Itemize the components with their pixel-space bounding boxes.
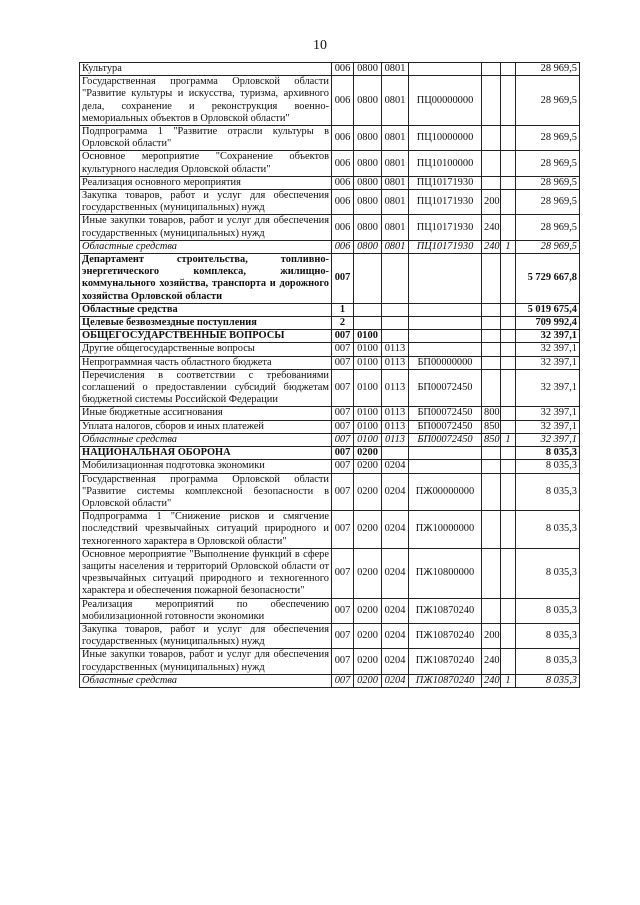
table-row	[80, 254, 580, 304]
target-article-code: ПЖ10870240	[409, 649, 482, 674]
row-name: Основное мероприятие "Сохранение объектов культурного наследия Орловской области"	[80, 151, 332, 176]
grbs-code: 006	[332, 76, 354, 126]
target-article-code	[409, 63, 482, 76]
subsection-code	[382, 254, 409, 304]
amount: 32 397,1	[516, 420, 580, 433]
expense-type-code	[482, 473, 501, 511]
amount: 32 397,1	[516, 369, 580, 407]
row-name: Областные средства	[80, 674, 332, 687]
grbs-code: 007	[332, 343, 354, 356]
expense-type-code	[482, 460, 501, 473]
funding-source-code	[501, 460, 516, 473]
section-code: 0800	[354, 215, 382, 240]
table-row	[80, 473, 580, 511]
amount: 28 969,5	[516, 126, 580, 151]
funding-source-code	[501, 649, 516, 674]
target-article-code: БП00072450	[409, 407, 482, 420]
section-code: 0100	[354, 330, 382, 343]
amount: 28 969,5	[516, 176, 580, 189]
funding-source-code	[501, 623, 516, 648]
target-article-code	[409, 303, 482, 316]
row-name: Перечисления в соответствии с требованиями соглашений о предоставлении субсидий бюджетам бюджетной системы Российской Федерации	[80, 369, 332, 407]
table-row	[80, 511, 580, 549]
section-code: 0100	[354, 343, 382, 356]
row-name: Мобилизационная подготовка экономики	[80, 460, 332, 473]
funding-source-code	[501, 369, 516, 407]
amount: 32 397,1	[516, 407, 580, 420]
subsection-code: 0801	[382, 190, 409, 215]
row-name: ОБЩЕГОСУДАРСТВЕННЫЕ ВОПРОСЫ	[80, 330, 332, 343]
expense-type-code: 240	[482, 240, 501, 253]
amount: 8 035,3	[516, 598, 580, 623]
subsection-code: 0113	[382, 420, 409, 433]
section-code: 0200	[354, 460, 382, 473]
subsection-code: 0801	[382, 176, 409, 189]
amount: 32 397,1	[516, 330, 580, 343]
row-name: Основное мероприятие "Выполнение функций в сфере защиты населения и территорий Орловской области от чрезвычайных ситуаций природного и техногенного характера и обеспечения пожарной безопасности"	[80, 548, 332, 598]
amount: 28 969,5	[516, 190, 580, 215]
grbs-code: 006	[332, 240, 354, 253]
row-name: Реализация основного мероприятия	[80, 176, 332, 189]
table-row	[80, 176, 580, 189]
amount: 5 019 675,4	[516, 303, 580, 316]
section-code	[354, 303, 382, 316]
section-code: 0800	[354, 151, 382, 176]
section-code: 0800	[354, 63, 382, 76]
grbs-code: 007	[332, 473, 354, 511]
row-name: Иные бюджетные ассигнования	[80, 407, 332, 420]
row-name: Целевые безвозмездные поступления	[80, 317, 332, 330]
row-name: Государственная программа Орловской области "Развитие системы комплексной безопасности в Орловской области"	[80, 473, 332, 511]
grbs-code: 007	[332, 254, 354, 304]
section-code: 0200	[354, 623, 382, 648]
section-code: 0800	[354, 126, 382, 151]
table-body	[80, 63, 580, 688]
row-name: Подпрограмма 1 "Снижение рисков и смягчение последствий чрезвычайных ситуаций природного и техногенного характера в Орловской области"	[80, 511, 332, 549]
funding-source-code: 1	[501, 433, 516, 446]
target-article-code	[409, 460, 482, 473]
row-name: Культура	[80, 63, 332, 76]
funding-source-code	[501, 317, 516, 330]
expense-type-code: 800	[482, 407, 501, 420]
grbs-code: 006	[332, 151, 354, 176]
subsection-code: 0204	[382, 623, 409, 648]
expense-type-code	[482, 63, 501, 76]
subsection-code: 0801	[382, 215, 409, 240]
table-row	[80, 674, 580, 687]
funding-source-code	[501, 176, 516, 189]
target-article-code: ПЖ00000000	[409, 473, 482, 511]
target-article-code: ПЖ10870240	[409, 623, 482, 648]
grbs-code: 2	[332, 317, 354, 330]
table-row	[80, 63, 580, 76]
target-article-code	[409, 330, 482, 343]
table-row	[80, 190, 580, 215]
table-row	[80, 433, 580, 446]
grbs-code: 007	[332, 548, 354, 598]
subsection-code	[382, 317, 409, 330]
amount: 28 969,5	[516, 215, 580, 240]
grbs-code: 007	[332, 674, 354, 687]
section-code: 0100	[354, 356, 382, 369]
amount: 8 035,3	[516, 460, 580, 473]
row-name: Реализация мероприятий по обеспечению мобилизационной готовности экономики	[80, 598, 332, 623]
section-code: 0100	[354, 433, 382, 446]
table-row	[80, 303, 580, 316]
subsection-code: 0204	[382, 473, 409, 511]
funding-source-code	[501, 303, 516, 316]
amount: 32 397,1	[516, 343, 580, 356]
table-row	[80, 151, 580, 176]
section-code: 0800	[354, 176, 382, 189]
amount: 8 035,3	[516, 623, 580, 648]
funding-source-code	[501, 63, 516, 76]
target-article-code	[409, 254, 482, 304]
section-code: 0200	[354, 473, 382, 511]
row-name: Уплата налогов, сборов и иных платежей	[80, 420, 332, 433]
grbs-code: 007	[332, 433, 354, 446]
funding-source-code	[501, 548, 516, 598]
subsection-code: 0113	[382, 356, 409, 369]
target-article-code: БП00072450	[409, 369, 482, 407]
target-article-code: БП00072450	[409, 420, 482, 433]
funding-source-code	[501, 511, 516, 549]
expense-type-code	[482, 76, 501, 126]
subsection-code: 0204	[382, 674, 409, 687]
amount: 8 035,3	[516, 674, 580, 687]
funding-source-code	[501, 473, 516, 511]
grbs-code: 006	[332, 215, 354, 240]
grbs-code: 007	[332, 460, 354, 473]
row-name: Непрограммная часть областного бюджета	[80, 356, 332, 369]
expense-type-code	[482, 330, 501, 343]
amount: 8 035,3	[516, 548, 580, 598]
funding-source-code	[501, 126, 516, 151]
table-row	[80, 623, 580, 648]
funding-source-code	[501, 76, 516, 126]
row-name: Областные средства	[80, 240, 332, 253]
table-row	[80, 343, 580, 356]
section-code: 0800	[354, 190, 382, 215]
grbs-code: 1	[332, 303, 354, 316]
target-article-code: ПЦ10171930	[409, 190, 482, 215]
target-article-code: ПЦ00000000	[409, 76, 482, 126]
funding-source-code	[501, 420, 516, 433]
target-article-code: ПЖ10800000	[409, 548, 482, 598]
row-name: Закупка товаров, работ и услуг для обеспечения государственных (муниципальных) нужд	[80, 190, 332, 215]
subsection-code: 0204	[382, 460, 409, 473]
row-name: Подпрограмма 1 "Развитие отрасли культуры в Орловской области"	[80, 126, 332, 151]
subsection-code	[382, 330, 409, 343]
table-row	[80, 447, 580, 460]
funding-source-code	[501, 190, 516, 215]
target-article-code: ПЦ10171930	[409, 240, 482, 253]
amount: 28 969,5	[516, 240, 580, 253]
amount: 28 969,5	[516, 63, 580, 76]
funding-source-code	[501, 407, 516, 420]
target-article-code: ПЖ10870240	[409, 598, 482, 623]
subsection-code: 0113	[382, 407, 409, 420]
subsection-code: 0204	[382, 548, 409, 598]
funding-source-code	[501, 151, 516, 176]
row-name: Иные закупки товаров, работ и услуг для обеспечения государственных (муниципальных) нужд	[80, 215, 332, 240]
grbs-code: 006	[332, 190, 354, 215]
grbs-code: 007	[332, 369, 354, 407]
target-article-code: ПЖ10000000	[409, 511, 482, 549]
subsection-code	[382, 303, 409, 316]
expense-type-code	[482, 369, 501, 407]
target-article-code: БП00000000	[409, 356, 482, 369]
budget-table	[79, 62, 580, 688]
page-number: 10	[313, 38, 327, 53]
grbs-code: 007	[332, 407, 354, 420]
section-code: 0100	[354, 407, 382, 420]
subsection-code	[382, 447, 409, 460]
subsection-code: 0113	[382, 433, 409, 446]
expense-type-code	[482, 511, 501, 549]
funding-source-code	[501, 330, 516, 343]
table-row	[80, 330, 580, 343]
expense-type-code	[482, 356, 501, 369]
expense-type-code	[482, 598, 501, 623]
amount: 8 035,3	[516, 649, 580, 674]
amount: 5 729 667,8	[516, 254, 580, 304]
section-code: 0200	[354, 649, 382, 674]
row-name: Государственная программа Орловской области "Развитие культуры и искусства, туризма, архивного дела, сохранение и реконструкция военно-мемориальных объектов в Орловской области"	[80, 76, 332, 126]
row-name: Закупка товаров, работ и услуг для обеспечения государственных (муниципальных) нужд	[80, 623, 332, 648]
subsection-code: 0801	[382, 126, 409, 151]
amount: 8 035,3	[516, 511, 580, 549]
expense-type-code	[482, 254, 501, 304]
section-code: 0200	[354, 598, 382, 623]
subsection-code: 0801	[382, 76, 409, 126]
expense-type-code	[482, 176, 501, 189]
row-name: НАЦИОНАЛЬНАЯ ОБОРОНА	[80, 447, 332, 460]
subsection-code: 0801	[382, 151, 409, 176]
section-code: 0200	[354, 511, 382, 549]
amount: 8 035,3	[516, 447, 580, 460]
expense-type-code: 200	[482, 190, 501, 215]
grbs-code: 007	[332, 511, 354, 549]
amount: 28 969,5	[516, 76, 580, 126]
expense-type-code: 850	[482, 433, 501, 446]
expense-type-code: 240	[482, 674, 501, 687]
table-row	[80, 649, 580, 674]
expense-type-code: 850	[482, 420, 501, 433]
section-code: 0100	[354, 369, 382, 407]
amount: 8 035,3	[516, 473, 580, 511]
row-name: Иные закупки товаров, работ и услуг для обеспечения государственных (муниципальных) нужд	[80, 649, 332, 674]
section-code	[354, 317, 382, 330]
subsection-code: 0204	[382, 598, 409, 623]
row-name: Другие общегосударственные вопросы	[80, 343, 332, 356]
section-code: 0200	[354, 674, 382, 687]
expense-type-code: 240	[482, 215, 501, 240]
expense-type-code	[482, 447, 501, 460]
subsection-code: 0801	[382, 63, 409, 76]
subsection-code: 0204	[382, 649, 409, 674]
grbs-code: 006	[332, 126, 354, 151]
section-code: 0200	[354, 447, 382, 460]
row-name: Областные средства	[80, 303, 332, 316]
funding-source-code	[501, 598, 516, 623]
expense-type-code	[482, 317, 501, 330]
table-row	[80, 356, 580, 369]
table-row	[80, 369, 580, 407]
amount: 709 992,4	[516, 317, 580, 330]
grbs-code: 007	[332, 356, 354, 369]
subsection-code: 0113	[382, 343, 409, 356]
table-row	[80, 407, 580, 420]
funding-source-code: 1	[501, 674, 516, 687]
table-row	[80, 460, 580, 473]
funding-source-code	[501, 254, 516, 304]
section-code: 0200	[354, 548, 382, 598]
funding-source-code	[501, 343, 516, 356]
expense-type-code	[482, 303, 501, 316]
target-article-code: ПЖ10870240	[409, 674, 482, 687]
table-row	[80, 420, 580, 433]
subsection-code: 0204	[382, 511, 409, 549]
funding-source-code	[501, 447, 516, 460]
table-row	[80, 126, 580, 151]
expense-type-code	[482, 343, 501, 356]
funding-source-code	[501, 356, 516, 369]
funding-source-code: 1	[501, 240, 516, 253]
target-article-code: ПЦ10171930	[409, 215, 482, 240]
row-name: Областные средства	[80, 433, 332, 446]
target-article-code	[409, 317, 482, 330]
grbs-code: 007	[332, 649, 354, 674]
grbs-code: 007	[332, 598, 354, 623]
grbs-code: 007	[332, 447, 354, 460]
grbs-code: 007	[332, 330, 354, 343]
amount: 28 969,5	[516, 151, 580, 176]
table-row	[80, 548, 580, 598]
table-row	[80, 76, 580, 126]
target-article-code: БП00072450	[409, 433, 482, 446]
target-article-code: ПЦ10000000	[409, 126, 482, 151]
funding-source-code	[501, 215, 516, 240]
target-article-code	[409, 447, 482, 460]
target-article-code: ПЦ10100000	[409, 151, 482, 176]
expense-type-code	[482, 151, 501, 176]
subsection-code: 0113	[382, 369, 409, 407]
section-code: 0100	[354, 420, 382, 433]
expense-type-code: 240	[482, 649, 501, 674]
grbs-code: 007	[332, 420, 354, 433]
table-row	[80, 317, 580, 330]
table-row	[80, 240, 580, 253]
subsection-code: 0801	[382, 240, 409, 253]
section-code	[354, 254, 382, 304]
target-article-code: ПЦ10171930	[409, 176, 482, 189]
row-name: Департамент строительства, топливно-энергетического комплекса, жилищно-коммунального хозяйства, транспорта и дорожного хозяйства Орловской области	[80, 254, 332, 304]
grbs-code: 006	[332, 63, 354, 76]
expense-type-code	[482, 126, 501, 151]
target-article-code	[409, 343, 482, 356]
section-code: 0800	[354, 240, 382, 253]
expense-type-code: 200	[482, 623, 501, 648]
table-row	[80, 215, 580, 240]
grbs-code: 007	[332, 623, 354, 648]
table-row	[80, 598, 580, 623]
grbs-code: 006	[332, 176, 354, 189]
expense-type-code	[482, 548, 501, 598]
section-code: 0800	[354, 76, 382, 126]
amount: 32 397,1	[516, 433, 580, 446]
amount: 32 397,1	[516, 356, 580, 369]
